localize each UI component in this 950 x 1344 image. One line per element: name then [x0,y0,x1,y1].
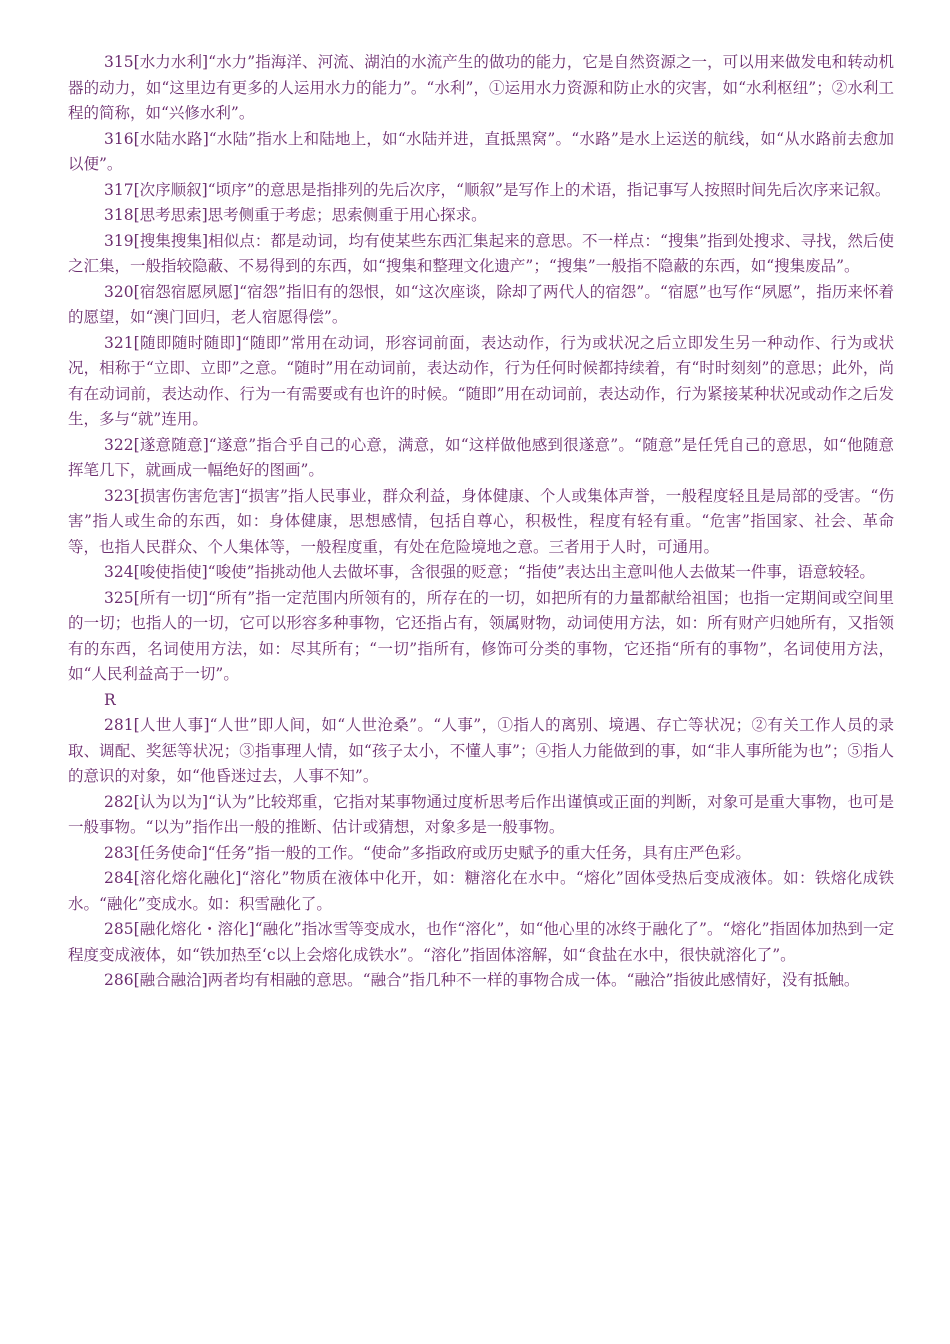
entry-281: 281[人世人事]“人世”即人间，如“人世沧桑”。“人事”，①指人的离别、境遇、存亡等状况；②有关工作人员的录取、调配、奖惩等状况；③指事理人情，如“孩子太小，不懂人事”；④指人力能做到的事，如“非人事所能为也”；⑤指人的意识的对象，如“他昏迷过去，人事不知”。 [68,716,894,785]
entry-319: 319[搜集搜集]相似点：都是动词，均有使某些东西汇集起来的意思。不一样点：“搜集”指到处搜求、寻找，然后使之汇集，一般指较隐蔽、不易得到的东西，如“搜集和整理文化遗产”；“搜集”一般指不隐蔽的东西，如“搜集废品”。 [68,231,894,275]
entry-282: 282[认为以为]“认为”比较郑重，它指对某事物通过度析思考后作出谨慎或正面的判断，对象可是重大事物，也可是一般事物。“以为”指作出一般的推断、估计或猜想，对象多是一般事物。 [68,792,894,836]
entry-321: 321[随即随时随即]“随即”常用在动词，形容词前面，表达动作，行为或状况之后立即发生另一种动作、行为或状况，相称于“立即、立即”之意。“随时”用在动词前，表达动作，行为任何时候都持续着，有“时时刻刻”的意思；此外，尚有在动词前，表达动作、行为一有需要或有也许的时候。“随即”用在动词前，表达动作，行为紧接某种状况或动作之后发生，多与“就”连用。 [68,333,894,428]
entry-318: 318[思考思索]思考侧重于考虑；思索侧重于用心探求。 [104,206,487,224]
entry-315: 315[水力水利]“水力”指海洋、河流、湖泊的水流产生的做功的能力，它是自然资源之一，可以用来做发电和转动机器的动力，如“这里边有更多的人运用水力的能力”。“水利”，①运用水力资源和防止水的灾害，如“水利枢纽”；②水利工程的简称，如“兴修水利”。 [68,53,894,122]
entry-325: 325[所有一切]“所有”指一定范围内所领有的，所存在的一切，如把所有的力量都献给祖国；也指一定期间或空间里的一切；也指人的一切，它可以形容多种事物，它还指占有，领属财物，动词使用方法，如：所有财产归她所有，又指领有的东西，名词使用方法，如：尽其所有；“一切”指所有，修饰可分类的事物，它还指“所有的事物”，名词使用方法，如“人民利益高于一切”。 [68,588,894,683]
section-letter: R [104,690,116,709]
entry-285: 285[融化熔化・溶化]“融化”指冰雪等变成水，也作“溶化”，如“他心里的冰终于融化了”。“熔化”指固体加热到一定程度变成液体，如“铁加热至‘c以上会熔化成铁水”。“溶化”指固体溶解，如“食盐在水中，很快就溶化了”。 [68,920,894,964]
entry-316: 316[水陆水路]“水陆”指水上和陆地上，如“水陆并进，直抵黑窝”。“水路”是水上运送的航线，如“从水路前去愈加以便”。 [68,129,894,173]
document-page [68,50,894,994]
entry-284: 284[溶化熔化融化]“溶化”物质在液体中化开，如：糖溶化在水中。“熔化”固体受热后变成液体。如：铁熔化成铁水。“融化”变成水。如：积雪融化了。 [68,869,894,913]
entry-323: 323[损害伤害危害]“损害”指人民事业，群众利益，身体健康、个人或集体声誉，一般程度轻且是局部的受害。“伤害”指人或生命的东西，如：身体健康，思想感情，包括自尊心，积极性，程度有轻有重。“危害”指国家、社会、革命等，也指人民群众、个人集体等，一般程度重，有处在危险境地之意。三者用于人时，可通用。 [68,486,894,556]
entry-324: 324[唆使指使]“唆使”指挑动他人去做坏事，含很强的贬意；“指使”表达出主意叫他人去做某一件事，语意较轻。 [104,563,875,581]
entry-317: 317[次序顺叙]“顷序”的意思是指排列的先后次序，“顺叙”是写作上的术语，指记事写人按照时间先后次序来记叙。 [104,180,891,199]
entry-322: 322[遂意随意]“遂意”指合乎自己的心意，满意，如“这样做他感到很遂意”。“随意”是任凭自己的意思，如“他随意挥笔几下，就画成一幅绝好的图画”。 [68,435,894,479]
entry-320: 320[宿怨宿愿夙愿]“宿怨”指旧有的怨恨，如“这次座谈，除却了两代人的宿怨”。“宿愿”也写作“夙愿”，指历来怀着的愿望，如“澳门回归，老人宿愿得偿”。 [68,282,894,326]
entry-286: 286[融合融洽]两者均有相融的意思。“融合”指几种不一样的事物合成一体。“融洽”指彼此感情好，没有抵触。 [104,971,860,989]
entry-283: 283[任务使命]“任务”指一般的工作。“使命”多指政府或历史赋予的重大任务，具有庄严色彩。 [104,843,751,862]
